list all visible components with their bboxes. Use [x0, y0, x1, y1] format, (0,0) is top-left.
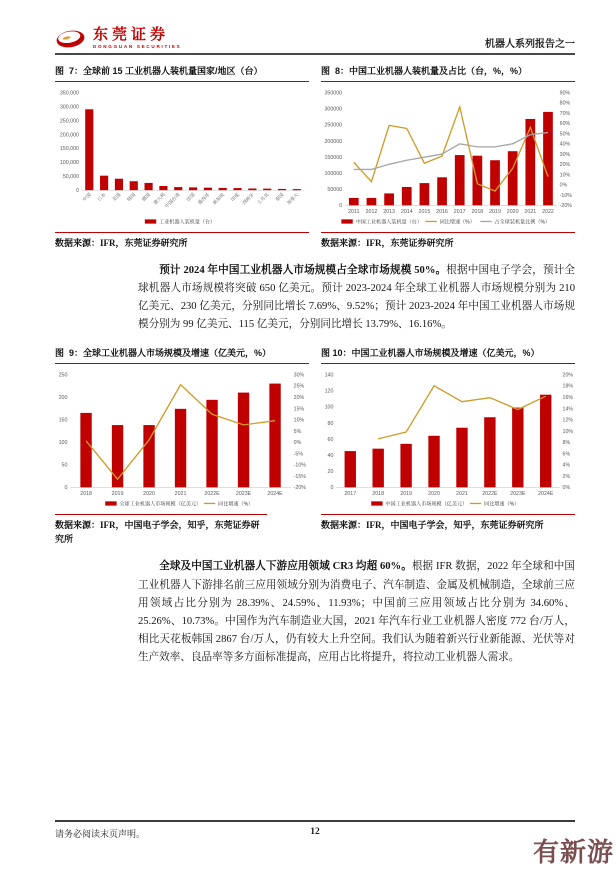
- svg-text:50%: 50%: [559, 131, 571, 138]
- svg-text:20%: 20%: [559, 161, 571, 168]
- figure-row-1: [55, 61, 575, 251]
- svg-text:5%: 5%: [293, 429, 302, 436]
- svg-text:同比增速（%）: 同比增速（%）: [484, 501, 520, 508]
- svg-text:140: 140: [324, 372, 334, 379]
- svg-text:2020: 2020: [143, 491, 155, 498]
- svg-text:100000: 100000: [324, 170, 343, 177]
- svg-text:16%: 16%: [562, 395, 574, 402]
- figure-10-title: 图 10：中国工业机器人市场规模及增速（亿美元，%）: [321, 343, 575, 364]
- figure-8-chart: [321, 82, 575, 232]
- svg-text:70%: 70%: [559, 110, 571, 117]
- svg-text:6%: 6%: [562, 451, 571, 458]
- svg-text:2013: 2013: [383, 208, 396, 215]
- svg-text:120: 120: [324, 388, 334, 395]
- figure-7-source: 数据来源：IFR，东莞证券研究所: [55, 232, 309, 251]
- svg-text:2021: 2021: [456, 491, 468, 498]
- svg-text:350000: 350000: [324, 90, 343, 97]
- svg-text:德国: 德国: [141, 192, 152, 203]
- svg-text:15%: 15%: [293, 406, 305, 413]
- svg-text:2015: 2015: [418, 208, 431, 215]
- svg-text:法国: 法国: [186, 192, 197, 203]
- svg-text:10%: 10%: [562, 429, 574, 436]
- svg-text:西班牙: 西班牙: [242, 192, 256, 206]
- svg-text:200000: 200000: [324, 138, 343, 145]
- svg-text:350,000: 350,000: [59, 90, 80, 97]
- svg-text:30%: 30%: [293, 372, 305, 379]
- svg-text:50000: 50000: [327, 186, 343, 193]
- svg-text:90%: 90%: [559, 90, 571, 97]
- svg-text:工业机器人装机量（台）: 工业机器人装机量（台）: [159, 218, 216, 225]
- svg-text:同比增速（%）: 同比增速（%）: [439, 218, 475, 225]
- svg-text:2023E: 2023E: [235, 491, 252, 498]
- svg-text:韩国: 韩国: [126, 192, 138, 203]
- svg-text:全球工业机器人市场规模（亿美元）: 全球工业机器人市场规模（亿美元）: [119, 501, 202, 508]
- svg-text:14%: 14%: [562, 406, 574, 413]
- svg-text:-20%: -20%: [293, 485, 307, 492]
- figure-8-source: 数据来源：IFR，东莞证券研究所: [321, 232, 575, 251]
- svg-text:意大利: 意大利: [153, 192, 167, 206]
- svg-text:-10%: -10%: [293, 463, 307, 470]
- bar-chart-global-top15-installations: [55, 82, 309, 232]
- svg-text:10%: 10%: [293, 417, 305, 424]
- combo-chart-china-market-size-growth: [321, 364, 575, 514]
- report-series-label: 机器人系列报告之一: [485, 38, 575, 50]
- svg-text:2024E: 2024E: [538, 491, 554, 498]
- svg-text:印度: 印度: [230, 192, 241, 203]
- page-footer: [55, 820, 575, 840]
- footer-disclaimer: 请务必阅读末页声明。: [55, 829, 146, 839]
- svg-text:0%: 0%: [562, 485, 571, 492]
- svg-text:新加坡: 新加坡: [212, 192, 227, 206]
- svg-text:250,000: 250,000: [59, 117, 80, 124]
- svg-text:40: 40: [327, 453, 334, 460]
- figure-9: [55, 343, 309, 547]
- svg-text:2011: 2011: [348, 208, 360, 215]
- svg-text:150000: 150000: [324, 154, 343, 161]
- svg-text:-10%: -10%: [559, 192, 573, 199]
- page-number: 12: [310, 827, 320, 837]
- svg-text:100,000: 100,000: [59, 159, 80, 166]
- svg-text:2020: 2020: [428, 491, 440, 498]
- combo-chart-china-installations-share: [321, 82, 575, 232]
- svg-text:150,000: 150,000: [59, 145, 80, 152]
- svg-text:中国工业机器人装机量（台）: 中国工业机器人装机量（台）: [355, 218, 423, 225]
- svg-text:2021: 2021: [174, 491, 187, 498]
- svg-text:60: 60: [327, 437, 334, 444]
- figure-10-chart: [321, 364, 575, 514]
- svg-text:200,000: 200,000: [59, 131, 80, 138]
- svg-text:4%: 4%: [562, 463, 571, 470]
- svg-text:2018: 2018: [372, 491, 385, 498]
- svg-text:-20%: -20%: [559, 202, 573, 209]
- paragraph-market-size-forecast: [138, 262, 575, 335]
- svg-text:250: 250: [58, 372, 68, 379]
- figure-9-chart: [55, 364, 309, 514]
- svg-text:2012: 2012: [365, 208, 378, 215]
- svg-text:2018: 2018: [471, 208, 484, 215]
- svg-text:10%: 10%: [559, 172, 571, 179]
- svg-text:泰国: 泰国: [275, 192, 286, 203]
- svg-text:20%: 20%: [293, 395, 305, 402]
- svg-text:2023E: 2023E: [510, 491, 526, 498]
- svg-text:2014: 2014: [400, 208, 413, 215]
- svg-text:日本: 日本: [97, 192, 108, 203]
- svg-text:2022E: 2022E: [482, 491, 498, 498]
- svg-text:美国: 美国: [112, 192, 123, 203]
- svg-text:2017: 2017: [453, 208, 466, 215]
- dongguan-securities-logo: [55, 28, 181, 50]
- svg-text:中国工业机器人市场规模（亿美元）: 中国工业机器人市场规模（亿美元）: [385, 501, 468, 508]
- svg-text:50: 50: [61, 463, 68, 470]
- svg-text:中国: 中国: [82, 192, 93, 203]
- paragraph-1-lead: 预计 2024 年中国工业机器人市场规模占全球市场规模 50%。: [159, 264, 447, 276]
- svg-text:150: 150: [58, 417, 68, 424]
- figure-8: [321, 61, 575, 251]
- svg-text:加拿大: 加拿大: [286, 192, 301, 206]
- svg-text:20: 20: [327, 469, 334, 476]
- svg-text:250000: 250000: [324, 122, 343, 129]
- svg-text:0%: 0%: [293, 440, 302, 447]
- svg-text:0: 0: [339, 202, 343, 209]
- figure-row-2: [55, 343, 575, 547]
- figure-9-source: 数据来源：IFR，中国电子学会，知乎，东莞证券研究所: [55, 514, 267, 547]
- figure-10: [321, 343, 575, 547]
- svg-text:2019: 2019: [111, 491, 124, 498]
- paragraph-1-body: 根据中国电子学会，预计全球机器人市场规模将突破 650 亿美元。预计 2023-2024 年全球工业机器人市场规模分别为 210 亿美元、230 亿美元，分别同比增长 7.69%、9.52%；预计 2023-2024 年中国工业机器人市场规模分别为 99 亿美元、115 亿美元，分别同比增长 13.79%、16.16%。: [138, 264, 575, 331]
- figure-7-title: 图 7：全球前 15 工业机器人装机量国家/地区（台）: [55, 61, 309, 82]
- page-header: [55, 0, 575, 55]
- svg-text:0: 0: [76, 187, 80, 194]
- svg-text:25%: 25%: [293, 384, 305, 391]
- svg-text:2%: 2%: [562, 474, 571, 481]
- svg-text:2019: 2019: [400, 491, 413, 498]
- figure-9-title: 图 9：全球工业机器人市场规模及增速（亿美元，%）: [55, 343, 309, 364]
- figure-10-source: 数据来源：IFR，中国电子学会，知乎，东莞证券研究所: [321, 514, 575, 533]
- svg-text:2019: 2019: [489, 208, 501, 215]
- brand-name-cn: 东莞证券: [93, 27, 170, 43]
- svg-text:50,000: 50,000: [62, 173, 80, 180]
- svg-text:2022: 2022: [542, 208, 554, 215]
- logo-swoosh-icon: [55, 29, 86, 49]
- figure-7-chart: [55, 82, 309, 232]
- combo-chart-global-market-size-growth: [55, 364, 309, 514]
- svg-text:2020: 2020: [506, 208, 519, 215]
- svg-text:2022E: 2022E: [204, 491, 220, 498]
- svg-text:60%: 60%: [559, 120, 571, 127]
- svg-text:2024E: 2024E: [267, 491, 283, 498]
- paragraph-2-lead: 全球及中国工业机器人下游应用领域 CR3 均超 60%。: [159, 561, 412, 573]
- svg-text:300,000: 300,000: [59, 103, 80, 110]
- svg-text:占全球装机量比例（%）: 占全球装机量比例（%）: [494, 218, 551, 225]
- paragraph-2-body: 根据 IFR 数据，2022 年全球和中国工业机器人下游排名前三应用领域分别为消费电子、汽车制造、金属及机械制造，全球前三应用领域占比分别为 28.39%、24.59%、11.93%；中国前三应用领域占比分别为 34.60%、25.26%、10.73%。中国作为汽车制造业大国，2021 年汽车行业工业机器人密度 772 台/万人，相比天花板韩国 2867 台/万人，仍有较大上升空间。我们认为随着新兴行业新能源、光伏等对生产效率、良品率等多方面标准提高，应用占比将提升，将拉动工业机器人需求。: [138, 561, 575, 664]
- svg-text:0: 0: [64, 485, 68, 492]
- svg-text:30%: 30%: [559, 151, 571, 158]
- svg-text:40%: 40%: [559, 141, 571, 148]
- svg-text:2018: 2018: [80, 491, 92, 498]
- svg-text:100: 100: [58, 440, 68, 447]
- svg-text:80%: 80%: [559, 100, 571, 107]
- svg-text:土耳其: 土耳其: [256, 192, 271, 206]
- svg-text:300000: 300000: [324, 106, 343, 113]
- brand-name-en: DONGGUAN SECURITIES: [93, 44, 182, 49]
- figure-7: [55, 61, 309, 251]
- paragraph-downstream-cr3: [138, 558, 575, 667]
- svg-text:0%: 0%: [559, 182, 568, 189]
- svg-text:墨西哥: 墨西哥: [197, 192, 212, 206]
- watermark-text: 有新游: [532, 837, 614, 867]
- svg-text:2016: 2016: [436, 208, 448, 215]
- svg-text:20%: 20%: [562, 372, 574, 379]
- svg-text:-5%: -5%: [293, 451, 304, 458]
- figure-8-title: 图 8：中国工业机器人装机量及占比（台，%，%）: [321, 61, 575, 82]
- svg-text:8%: 8%: [562, 440, 571, 447]
- svg-text:12%: 12%: [562, 417, 574, 424]
- svg-text:100: 100: [324, 405, 334, 412]
- svg-text:0: 0: [330, 485, 334, 492]
- svg-text:80: 80: [327, 421, 334, 428]
- svg-text:18%: 18%: [562, 384, 574, 391]
- svg-text:200: 200: [58, 395, 68, 402]
- svg-text:中国台湾: 中国台湾: [164, 192, 182, 210]
- svg-text:2021: 2021: [524, 208, 537, 215]
- svg-text:-15%: -15%: [293, 474, 307, 481]
- svg-text:同比增速（%）: 同比增速（%）: [218, 501, 254, 508]
- svg-text:2017: 2017: [344, 491, 357, 498]
